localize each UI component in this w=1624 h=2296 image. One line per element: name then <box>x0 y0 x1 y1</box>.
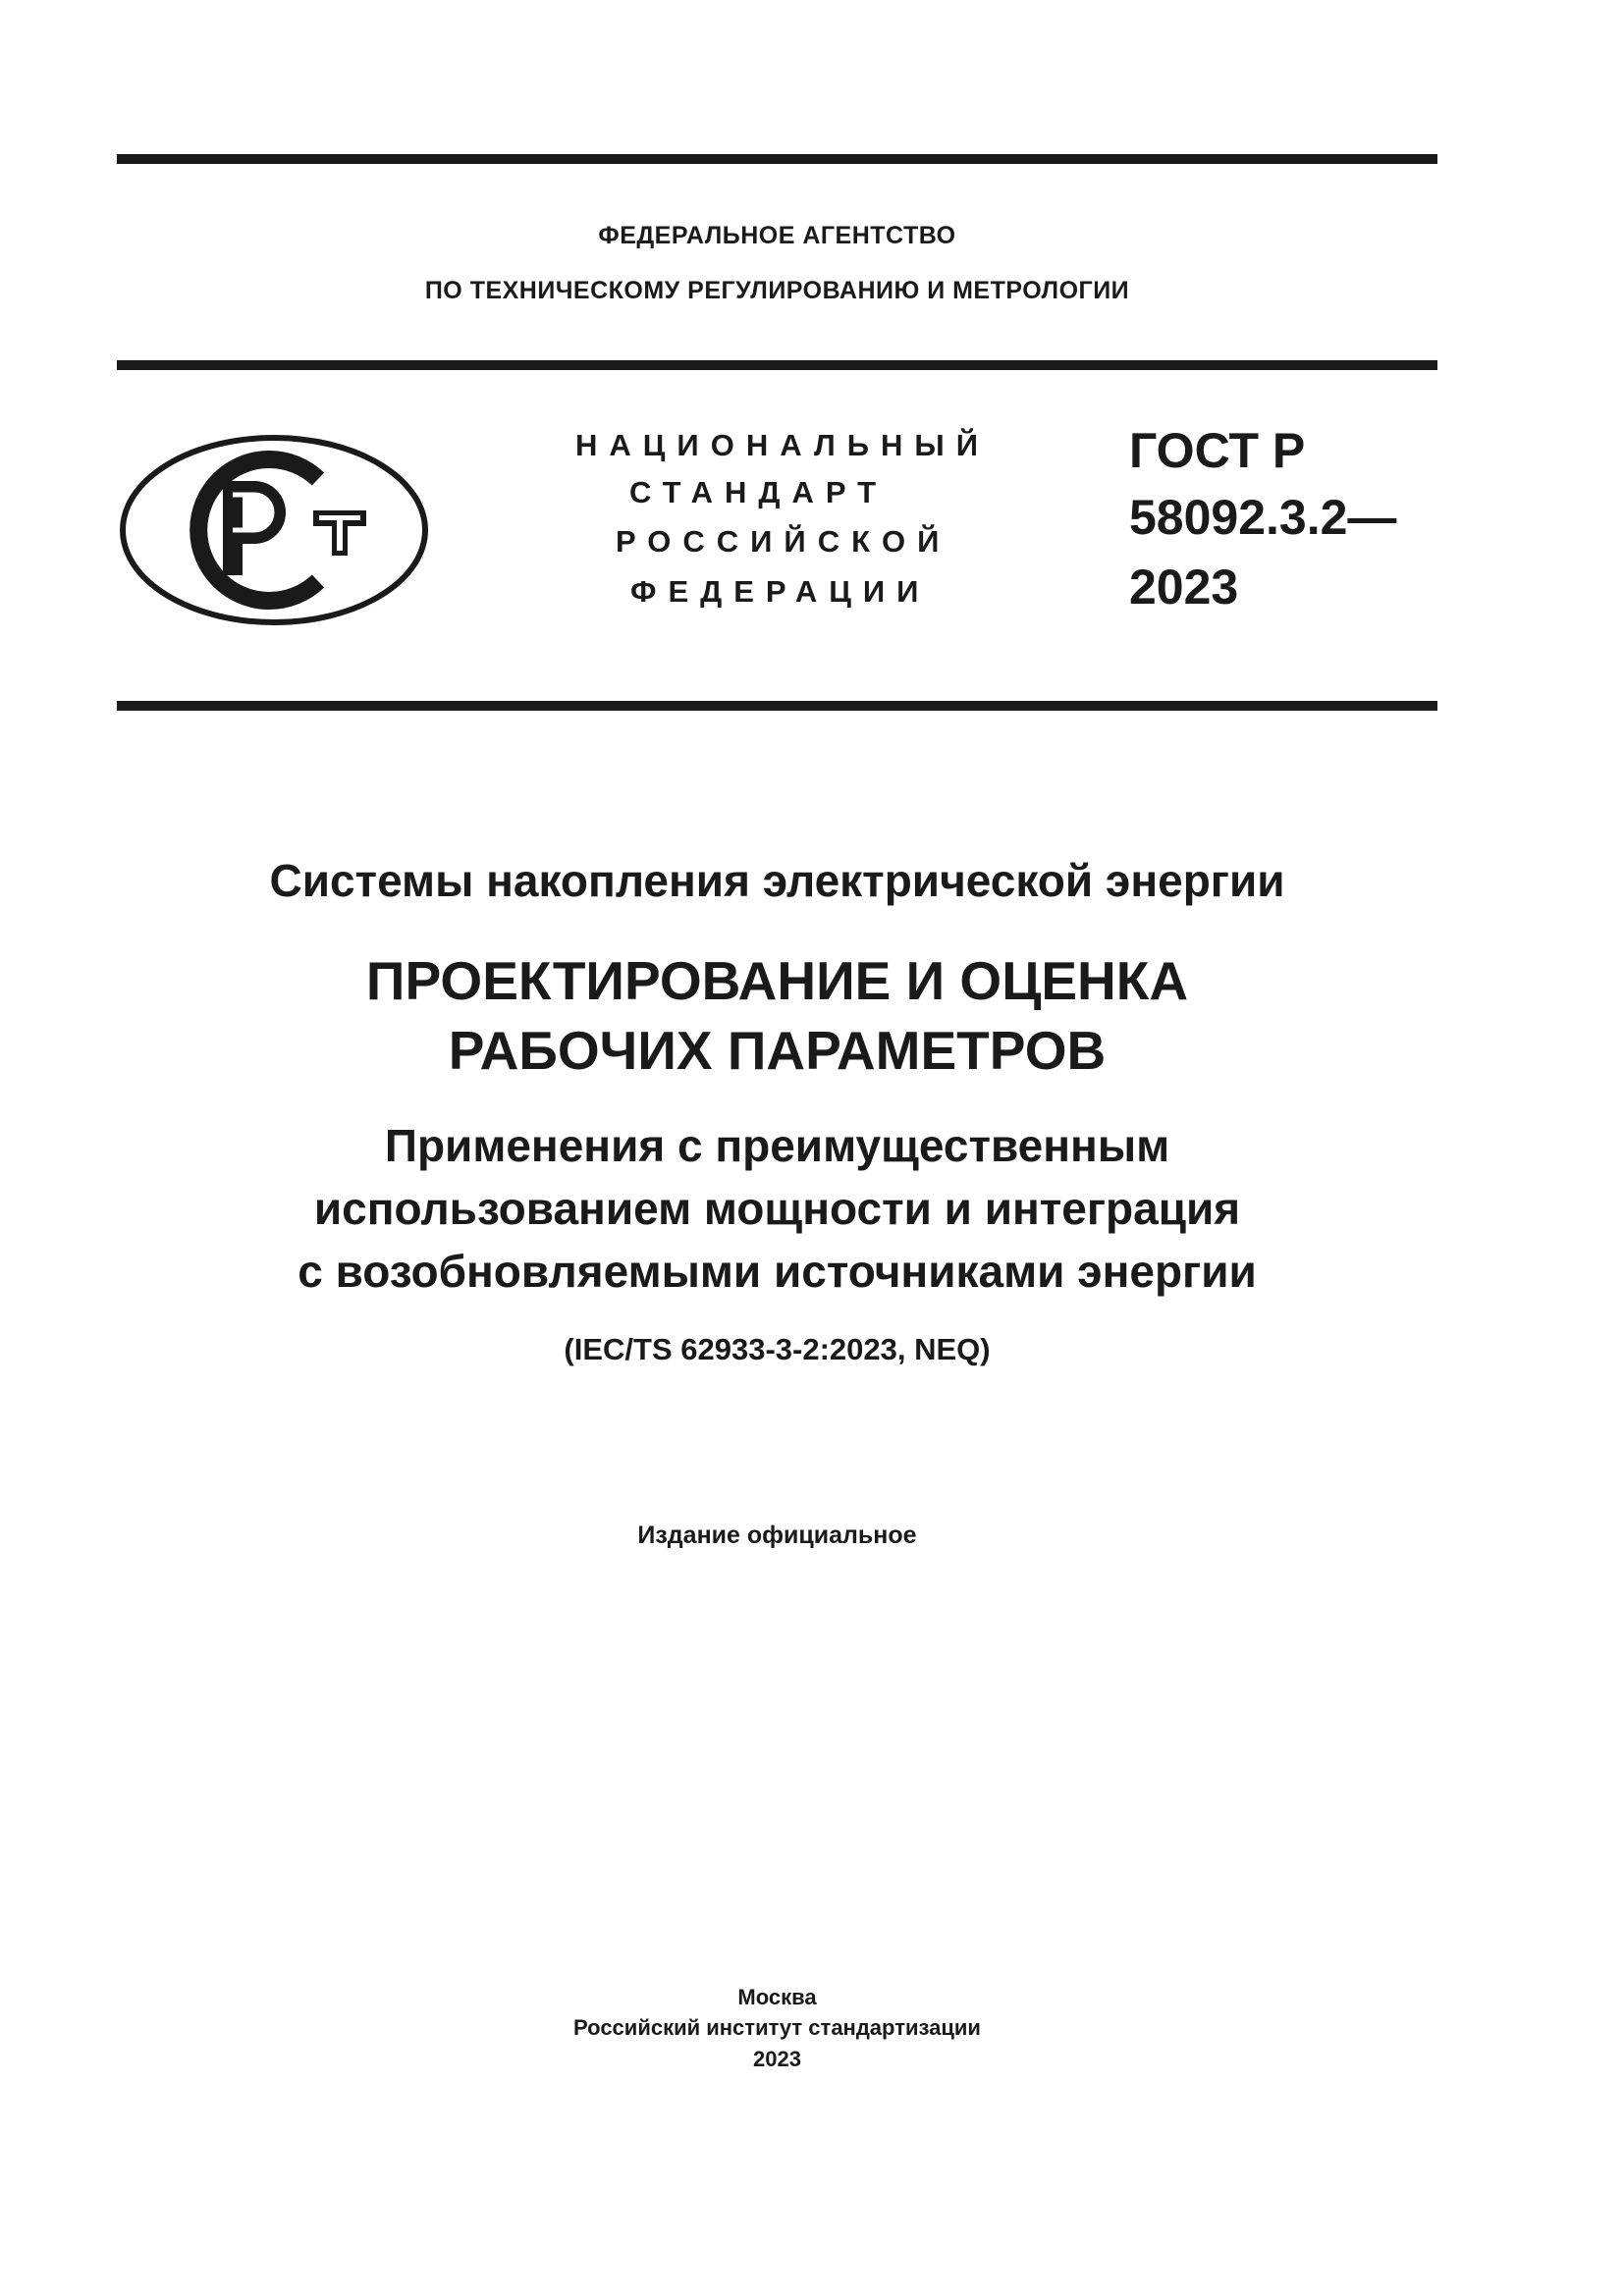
imprint-publisher: Российский институт стандартизации <box>573 2015 981 2040</box>
agency-name-line1: ФЕДЕРАЛЬНОЕ АГЕНТСТВО <box>598 222 956 249</box>
document-title-line2: РАБОЧИХ ПАРАМЕТРОВ <box>448 1020 1107 1081</box>
international-reference: (IEC/TS 62933-3-2:2023, NEQ) <box>564 1332 991 1366</box>
standard-type-line1: НАЦИОНАЛЬНЫЙ <box>575 428 991 462</box>
document-part-title-line3: с возобновляемыми источниками энергии <box>298 1246 1257 1297</box>
edition-label: Издание официальное <box>637 1522 917 1549</box>
standard-type-line3: РОССИЙСКОЙ <box>616 524 951 559</box>
imprint-city: Москва <box>737 1985 817 2009</box>
standard-designation-line3: 2023 <box>1129 560 1239 614</box>
document-part-title-line2: использованием мощности и интеграция <box>313 1183 1241 1234</box>
imprint-year: 2023 <box>753 2047 801 2071</box>
gost-r-logo-icon <box>117 432 431 628</box>
agency-name-line2: ПО ТЕХНИЧЕСКОМУ РЕГУЛИРОВАНИЮ И МЕТРОЛОГИИ <box>424 277 1130 304</box>
standard-type-line2: СТАНДАРТ <box>629 475 889 509</box>
document-subject: Системы накопления электрической энергии <box>269 855 1285 906</box>
middle-divider <box>117 360 1437 370</box>
standard-type-line4: ФЕДЕРАЦИИ <box>630 574 931 609</box>
bottom-divider <box>117 701 1437 711</box>
document-title-line1: ПРОЕКТИРОВАНИЕ И ОЦЕНКА <box>365 950 1189 1011</box>
standard-designation-line1: ГОСТ Р <box>1129 423 1306 478</box>
document-part-title-line1: Применения с преимущественным <box>384 1120 1170 1171</box>
standard-designation-line2: 58092.3.2— <box>1129 490 1397 545</box>
top-divider <box>117 154 1437 164</box>
